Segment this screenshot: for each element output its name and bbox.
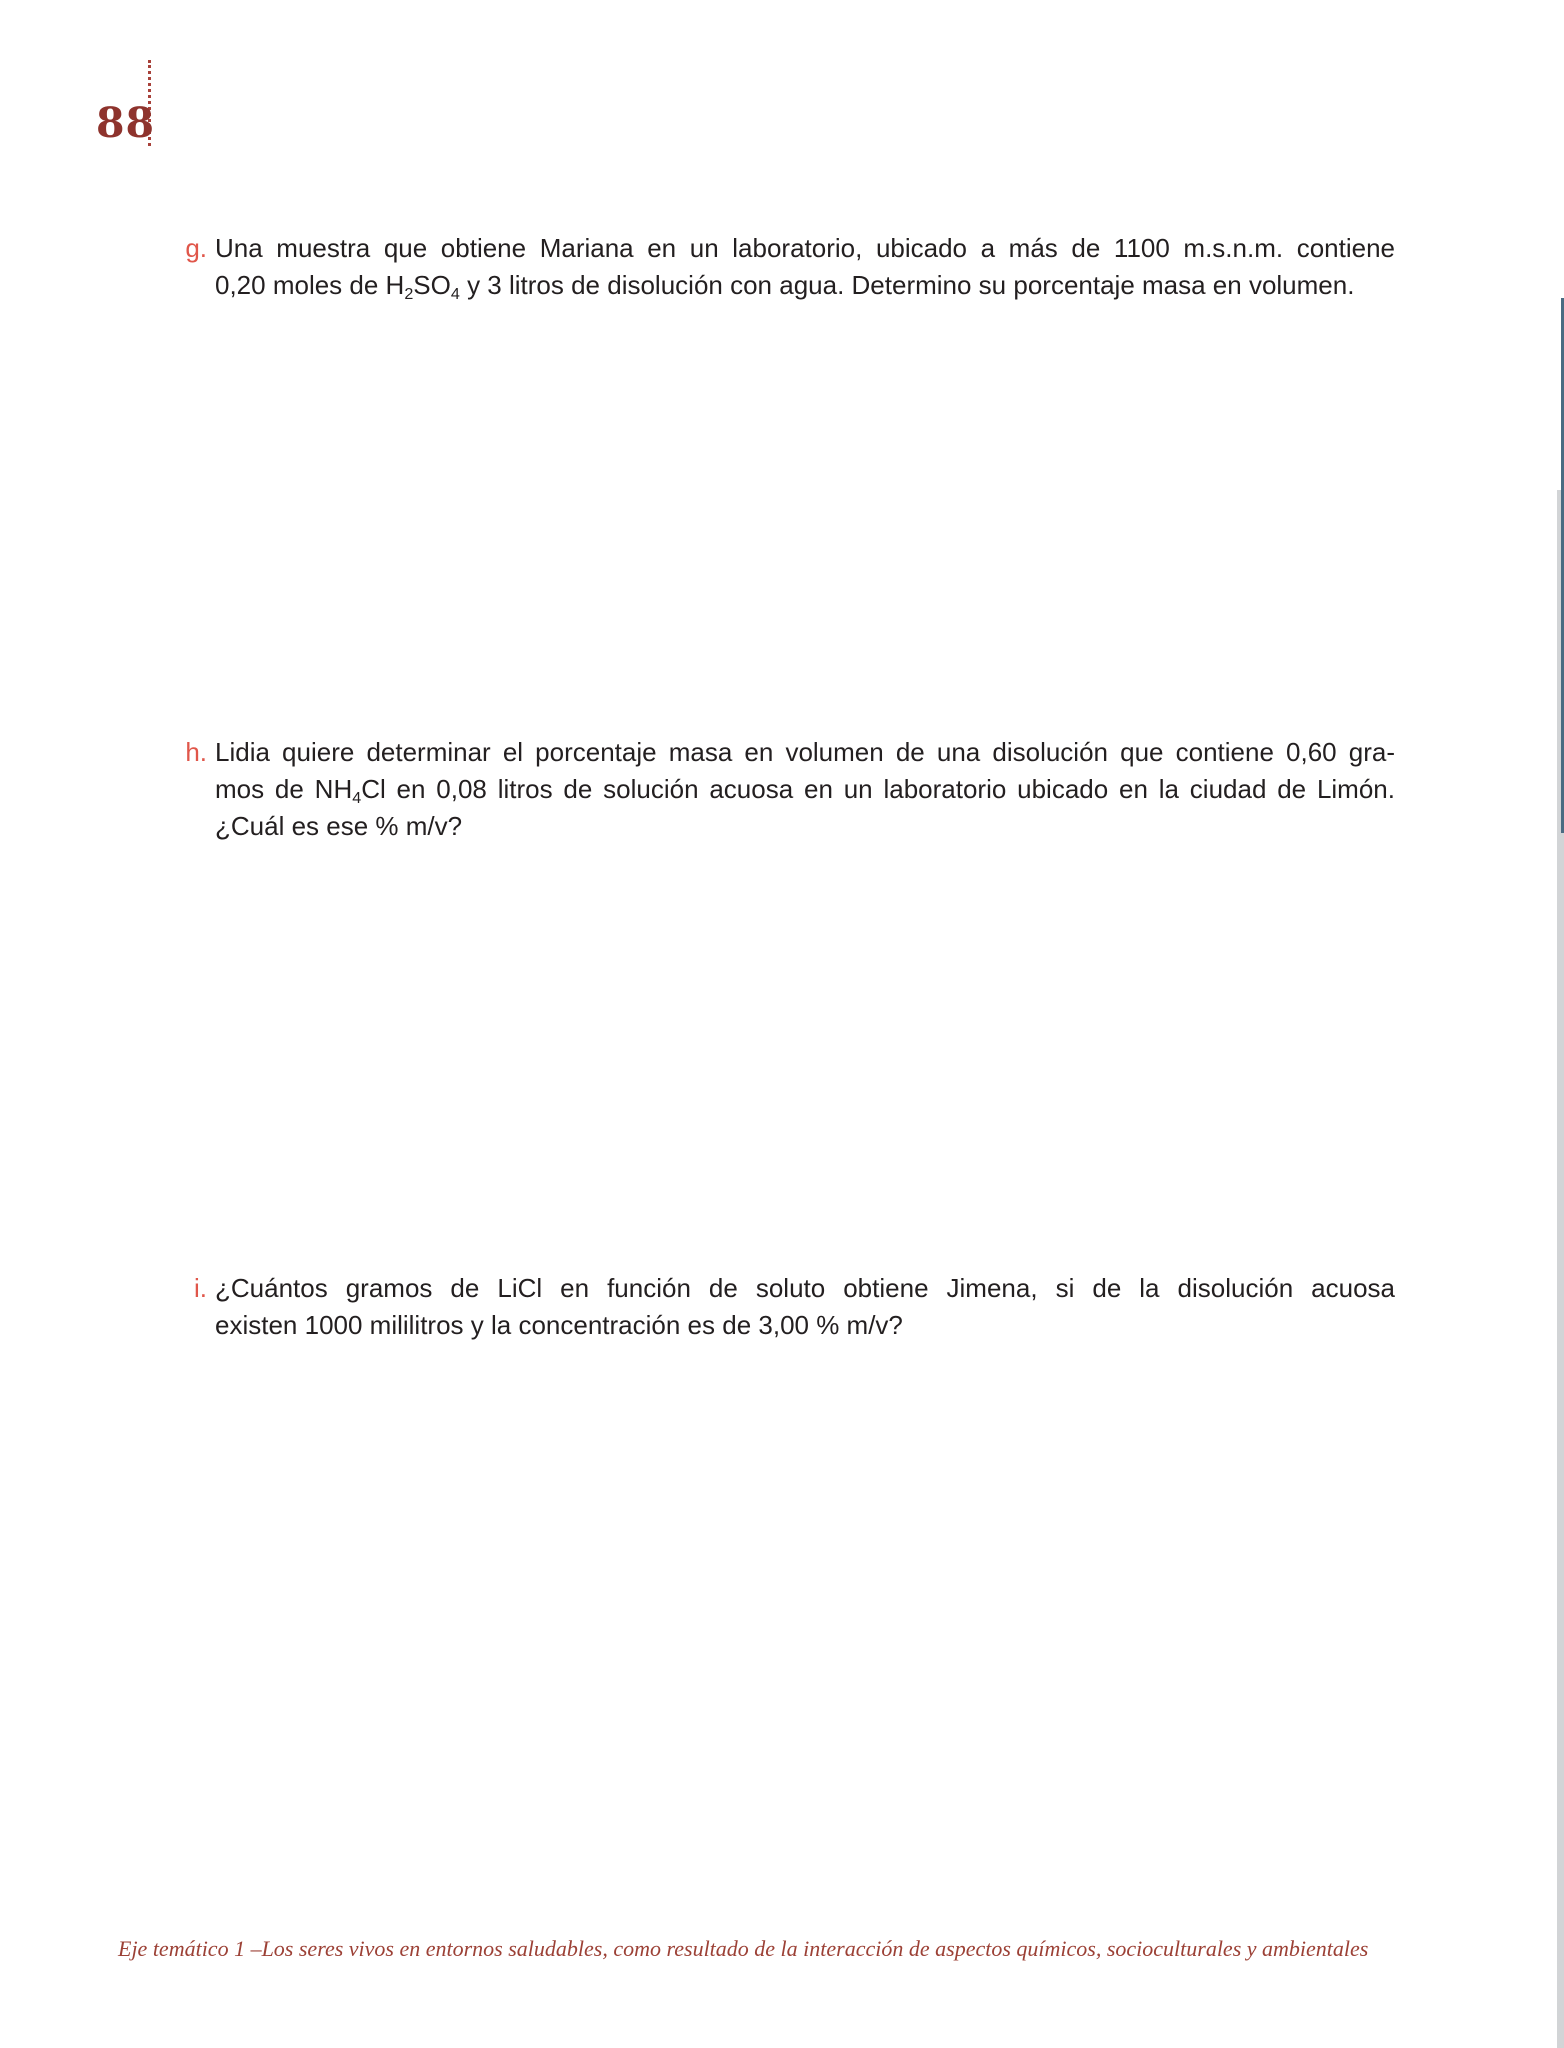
- text-run: Una muestra que obtiene Mariana en un laboratorio, ubicado a más de 1100 m.s.n.m. contiene: [215, 233, 1395, 263]
- text-run: y 3 litros de disolución con agua. Determino su porcentaje masa en volumen.: [459, 270, 1355, 300]
- text-run: existen 1000 mililitros y la concentración es de 3,00 % m/v?: [215, 1310, 903, 1340]
- exercise-text-line: [215, 734, 1395, 771]
- formula-subscript: 2: [404, 285, 414, 304]
- text-run: mos de NH: [215, 774, 353, 804]
- exercise-text-line: [215, 1307, 1395, 1344]
- text-run: Lidia quiere determinar el porcentaje masa en volumen de una disolución que contiene 0,60 gra-: [215, 737, 1395, 767]
- text-run: ¿Cuál es ese % m/v?: [215, 811, 463, 841]
- formula-subscript: 4: [450, 285, 460, 304]
- exercise-item-h: [185, 734, 1395, 845]
- exercise-item-g: [185, 230, 1395, 304]
- exercise-text-line: [215, 808, 1395, 845]
- exercise-text-line: [215, 771, 1395, 808]
- exercise-marker-i: i.: [194, 1273, 207, 1303]
- footer-theme-text: Eje temático 1 –Los seres vivos en entornos saludables, como resultado de la interacción de aspectos químicos, socioculturales y ambientales: [118, 1936, 1369, 1961]
- text-run: SO: [413, 270, 451, 300]
- text-run: ¿Cuántos gramos de LiCl en función de soluto obtiene Jimena, si de la disolución acuosa: [215, 1273, 1395, 1303]
- exercise-marker-h: h.: [185, 737, 207, 767]
- exercise-marker-g: g.: [185, 233, 207, 263]
- exercise-text-line: [215, 230, 1395, 267]
- exercise-text-line: [215, 267, 1395, 304]
- formula-subscript: 4: [352, 789, 362, 808]
- page-number: 88: [96, 99, 156, 147]
- exercise-item-i: [194, 1270, 1395, 1344]
- exercise-text-line: [215, 1270, 1395, 1307]
- text-run: Cl en 0,08 litros de solución acuosa en un laboratorio ubicado en la ciudad de Limón.: [361, 774, 1395, 804]
- text-run: 0,20 moles de H: [215, 270, 405, 300]
